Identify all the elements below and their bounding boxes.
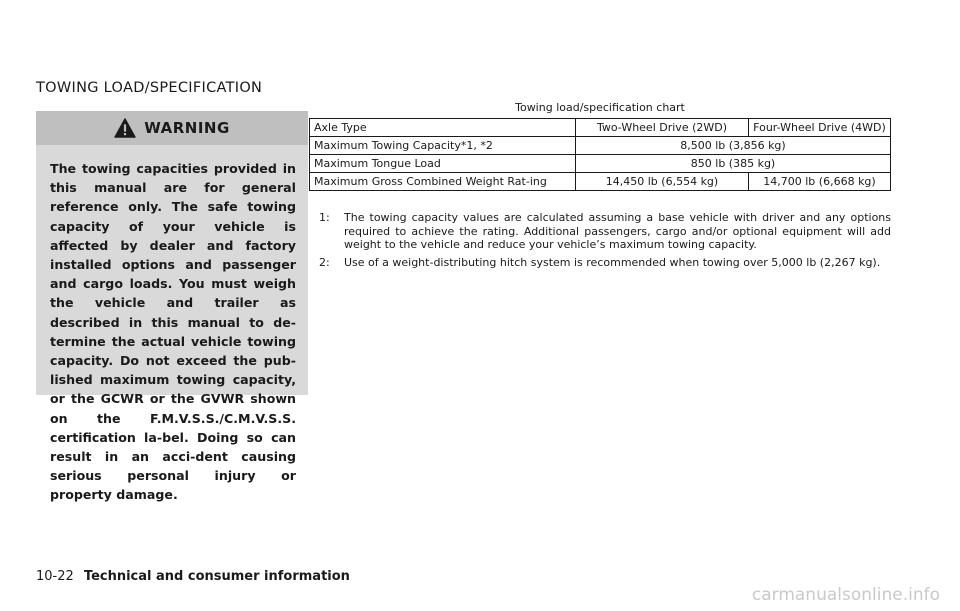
row-label: Maximum Towing Capacity*1, *2 — [310, 137, 576, 155]
header-axle-type: Axle Type — [310, 119, 576, 137]
row-value-2wd: 14,450 lb (6,554 kg) — [576, 173, 749, 191]
chapter-title: Technical and consumer information — [83, 569, 350, 584]
footnote-text: Use of a weight-distributing hitch system is recommended when towing over 5,000 lb (2,267 kg). — [344, 255, 881, 269]
table-header-row — [310, 119, 891, 137]
page-footer — [36, 569, 350, 584]
row-value: 8,500 lb (3,856 kg) — [576, 137, 891, 155]
row-label: Maximum Tongue Load — [310, 155, 576, 173]
section-title: TOWING LOAD/SPECIFICATION — [36, 80, 263, 96]
footnote-number: 1: — [319, 211, 330, 224]
header-4wd: Four-Wheel Drive (4WD) — [749, 119, 891, 137]
footnotes — [319, 211, 891, 273]
towing-spec-table — [309, 118, 891, 191]
header-2wd: Two-Wheel Drive (2WD) — [576, 119, 749, 137]
row-value-4wd: 14,700 lb (6,668 kg) — [749, 173, 891, 191]
row-value: 850 lb (385 kg) — [576, 155, 891, 173]
watermark: carmanualsonline.info — [751, 585, 940, 605]
footnote-number: 2: — [319, 255, 330, 269]
table-row — [310, 155, 891, 173]
warning-text: The towing capacities provided in this manual are for general reference only. The safe towing capacity of your vehicle is affected by dealer and factory installed options and passenger and cargo loads. You must weigh the vehicle and trailer as described in this manual to de-termine the actual vehicle towing capacity. Do not exceed the pub-lished maximum towing capacity, or the GCWR or the GVWR shown on the F.M.V.S.S./C.M.V.S.S. certification la-bel. Doing so can result in an acci-dent causing serious personal injury or property damage. — [50, 161, 296, 503]
warning-triangle-icon — [114, 118, 136, 138]
table-caption: Towing load/specification chart — [515, 101, 685, 114]
warning-label: WARNING — [144, 119, 230, 137]
row-label: Maximum Gross Combined Weight Rat-ing — [310, 173, 576, 191]
footnote-text: The towing capacity values are calculated assuming a base vehicle with driver and any options required to achieve the rating. Additional passengers, cargo and/or optional equipment will add weight to the vehicle and reduce your vehicle’s maximum towing capacity. — [344, 211, 891, 251]
warning-header — [36, 111, 308, 145]
table-row — [310, 173, 891, 191]
table-row — [310, 137, 891, 155]
footnote-item — [319, 256, 891, 270]
page-number: 10-22 — [36, 569, 74, 584]
warning-box — [36, 111, 308, 503]
footnote-item — [319, 211, 891, 252]
